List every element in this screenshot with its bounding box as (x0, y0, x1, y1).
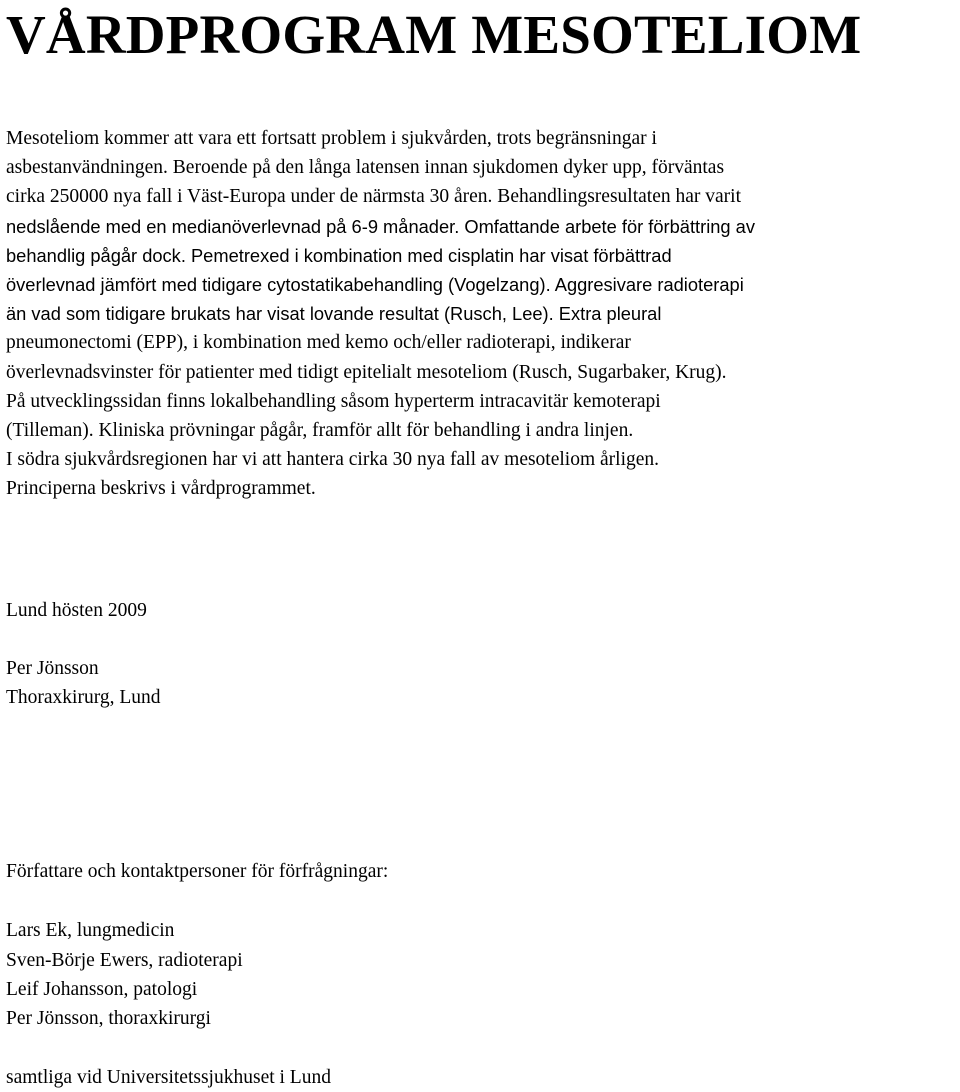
intro-line: cirka 250000 nya fall i Väst-Europa under de närmsta 30 åren. Behandlingsresultaten har varit (6, 186, 741, 208)
author-entry: Leif Johansson, patologi (6, 979, 198, 1000)
author-entry: Per Jönsson, thoraxkirurgi (6, 1008, 211, 1029)
affiliation: samtliga vid Universitetssjukhuset i Lund (6, 1067, 331, 1088)
intro-line: pneumonectomi (EPP), i kombination med kemo och/eller radioterapi, indikerar (6, 332, 631, 354)
intro-line: asbestanvändningen. Beroende på den långa latensen innan sjukdomen dyker upp, förväntas (6, 157, 725, 179)
intro-line: överlevnad jämfört med tidigare cytostatikabehandling (Vogelzang). Aggresivare radioterapi (6, 274, 744, 296)
place-date: Lund hösten 2009 (6, 600, 147, 621)
intro-line: överlevnadsvinster för patienter med tidigt epitelialt mesoteliom (Rusch, Sugarbaker, Krug). (6, 361, 727, 383)
intro-line: I södra sjukvårdsregionen har vi att hantera cirka 30 nya fall av mesoteliom årligen. (6, 449, 660, 471)
author-entry: Sven-Börje Ewers, radioterapi (6, 950, 243, 971)
intro-line: nedslående med en medianöverlevnad på 6-9 månader. Omfattande arbete för förbättring av (6, 215, 755, 237)
intro-paragraph (6, 124, 960, 504)
intro-line: Principerna beskrivs i vårdprogrammet. (6, 478, 316, 500)
signer-title: Thoraxkirurg, Lund (6, 687, 161, 708)
document-title: VÅRDPROGRAM MESOTELIOM (6, 4, 862, 65)
intro-line: behandlig pågår dock. Pemetrexed i kombination med cisplatin har visat förbättrad (6, 244, 672, 266)
authors-heading: Författare och kontaktpersoner för förfrågningar: (6, 861, 389, 882)
author-entry: Lars Ek, lungmedicin (6, 920, 175, 941)
signer-name: Per Jönsson (6, 658, 99, 679)
intro-line: (Tilleman). Kliniska prövningar pågår, framför allt för behandling i andra linjen. (6, 420, 634, 442)
intro-line: än vad som tidigare brukats har visat lovande resultat (Rusch, Lee). Extra pleural (6, 303, 662, 325)
intro-line: På utvecklingssidan finns lokalbehandling såsom hyperterm intracavitär kemoterapi (6, 390, 661, 412)
intro-line: Mesoteliom kommer att vara ett fortsatt problem i sjukvården, trots begränsningar i (6, 128, 657, 149)
